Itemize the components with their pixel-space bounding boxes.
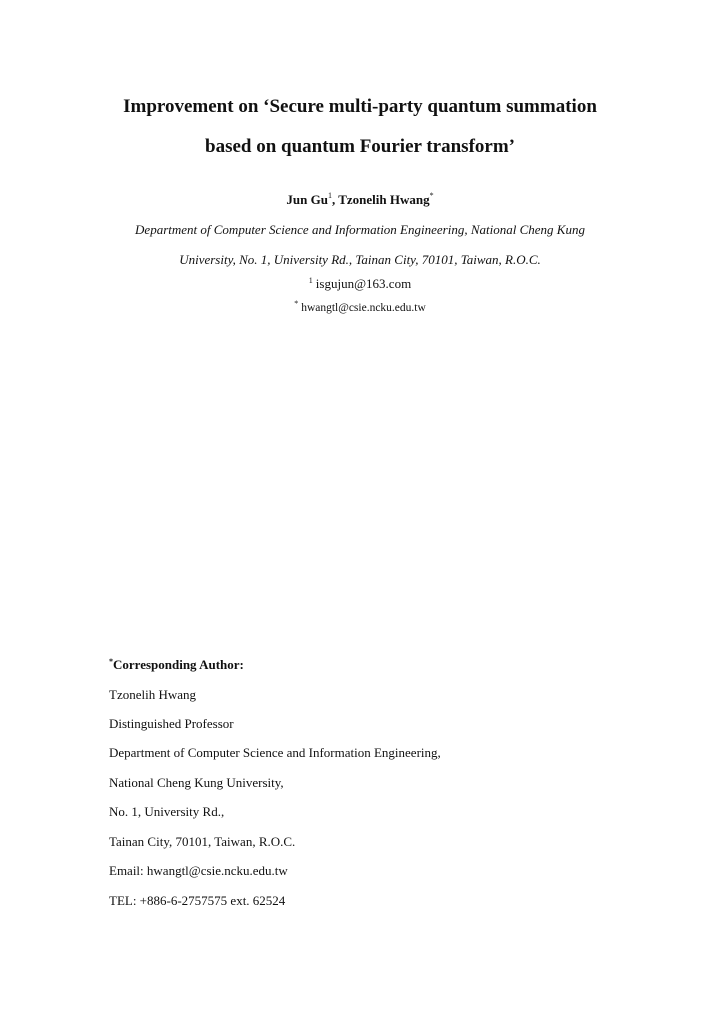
corresponding-author-street: No. 1, University Rd., <box>109 804 225 819</box>
author-mark-1: 1 <box>327 191 332 200</box>
author-list <box>0 191 720 209</box>
paper-title-line-2: based on quantum Fourier transform’ <box>205 136 515 157</box>
author-name-1: Jun Gu <box>286 192 328 207</box>
author-name-2: Tzonelih Hwang <box>338 192 430 207</box>
corresponding-author-heading-text: Corresponding Author: <box>113 657 244 672</box>
email-mark-2: * <box>294 299 299 308</box>
corresponding-author-department: Department of Computer Science and Information Engineering, <box>109 745 441 760</box>
corresponding-author-university: National Cheng Kung University, <box>109 775 284 790</box>
email-address-2: hwangtl@csie.ncku.edu.tw <box>301 302 426 314</box>
author-separator: , <box>331 192 339 207</box>
email-mark-1: 1 <box>308 276 313 285</box>
corresponding-author-position: Distinguished Professor <box>109 716 234 731</box>
email-address-1: isgujun@163.com <box>315 276 412 291</box>
affiliation-line-2: University, No. 1, University Rd., Tainan City, 70101, Taiwan, R.O.C. <box>179 252 541 267</box>
affiliation-line-1: Department of Computer Science and Information Engineering, National Cheng Kung <box>135 222 585 237</box>
corresponding-author-city: Tainan City, 70101, Taiwan, R.O.C. <box>109 834 296 849</box>
corresponding-author-phone: TEL: +886-6-2757575 ext. 62524 <box>109 893 286 908</box>
author-email-1 <box>0 275 720 293</box>
corresponding-author-mark: * <box>109 657 113 666</box>
author-email-2 <box>0 299 720 317</box>
author-mark-2: * <box>429 191 434 200</box>
corresponding-author-email: Email: hwangtl@csie.ncku.edu.tw <box>109 863 288 878</box>
corresponding-author-heading <box>109 656 244 674</box>
paper-title-line-1: Improvement on ‘Secure multi-party quantum summation <box>123 96 597 117</box>
corresponding-author-name: Tzonelih Hwang <box>109 687 197 702</box>
